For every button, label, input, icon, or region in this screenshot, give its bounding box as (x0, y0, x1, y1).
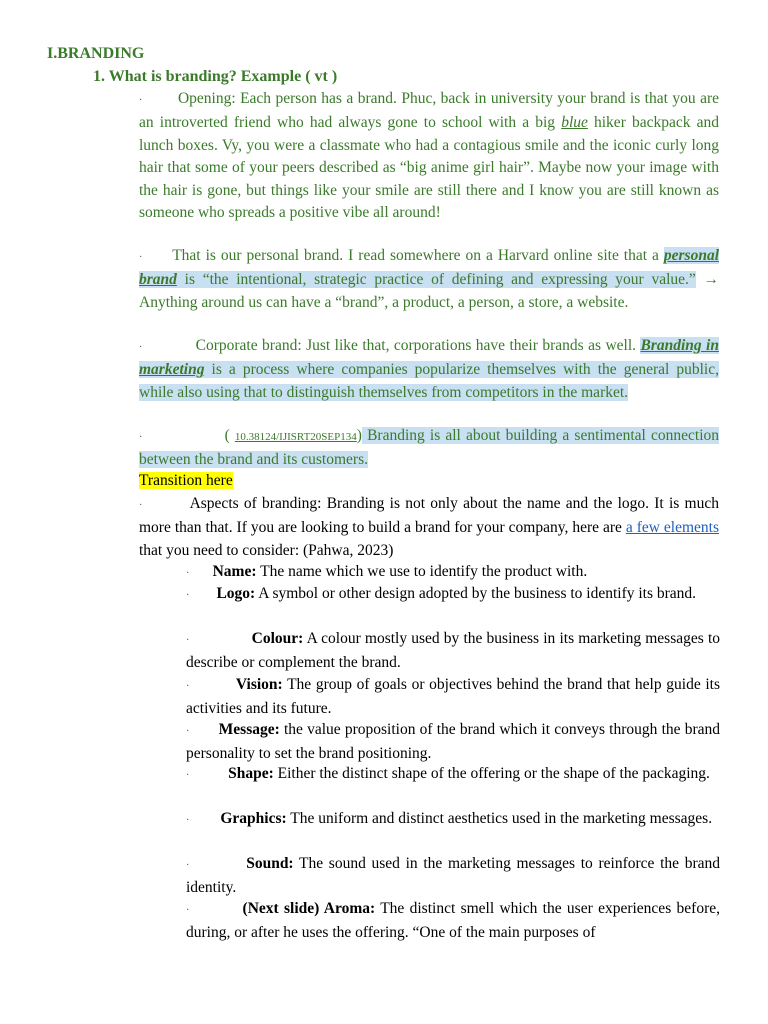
element-aroma: · (Next slide) Aroma: The distinct smell which the user experiences before, during, or after he uses the offering. “One of the main purposes of (186, 900, 720, 942)
element-logo: · Logo: A symbol or other design adopted by the business to identify its brand. (186, 585, 697, 602)
bullet-dot: · (139, 432, 143, 443)
transition-note: Transition here (139, 472, 233, 489)
bullet-dot: · (139, 95, 143, 106)
few-elements-link[interactable]: a few elements (625, 519, 719, 537)
aspects-paragraph: · Aspects of branding: Branding is not only about the name and the logo. It is much more than that. If you are looking to build a brand for your company, here are a few elements that you need to consider: (Pahwa, 2023) (139, 495, 719, 559)
opening-paragraph: · Opening: Each person has a brand. Phuc, back in university your brand is that you are an introverted friend who had always gone to school with a big blue hiker backpack and lunch boxes. Vy, you were a classmate who had a contagious smile and the iconic curly long hair that some of your peers described as “big anime girl hair”. Maybe now your image with the hair is gone, but things like your smile are still there and I know you are still known as someone who spreads a positive vibe all around! (139, 90, 720, 222)
element-colour: · Colour: A colour mostly used by the business in its marketing messages to describe or complement the brand. (186, 630, 720, 672)
blue-word: blue (561, 114, 588, 132)
personal-brand-paragraph: · That is our personal brand. I read somewhere on a Harvard online site that a personal brand is “the intentional, strategic practice of defining and expressing your value.” → Anything around us can have a “brand”, a product, a person, a store, a website. (139, 247, 719, 311)
element-vision: · Vision: The group of goals or objectives behind the brand that help guide its activities and its future. (186, 676, 721, 718)
personal-brand-term: personal brand (139, 247, 719, 289)
element-shape: · Shape: Either the distinct shape of the offering or the shape of the packaging. (186, 765, 710, 782)
subsection-heading: 1. What is branding? Example ( vt ) (93, 68, 338, 85)
element-message: · Message: the value proposition of the brand which it conveys through the brand personality to set the brand positioning. (186, 721, 721, 763)
doi-link[interactable]: 10.38124/IJISRT20SEP134 (234, 431, 357, 443)
branding-in-marketing-term: Branding in marketing (139, 337, 719, 379)
bullet-dot: · (139, 500, 143, 511)
branding-definition: is a process where companies popularize themselves with the general public, while also using that to distinguish themselves from competitors in the market. (139, 361, 719, 401)
personal-brand-definition: is “the intentional, strategic practice of defining and expressing your value.” (176, 271, 696, 289)
bullet-dot: · (139, 252, 143, 263)
bullet-dot: · (139, 342, 143, 353)
element-graphics: · Graphics: The uniform and distinct aesthetics used in the marketing messages. (186, 810, 713, 827)
section-heading: I.BRANDING (47, 45, 145, 62)
element-name: · Name: The name which we use to identify the product with. (186, 563, 588, 580)
element-sound: · Sound: The sound used in the marketing messages to reinforce the brand identity. (186, 855, 720, 897)
sentimental-connection-text: Branding is all about building a sentimental connection between the brand and its customers. (139, 427, 719, 469)
corporate-brand-paragraph: · Corporate brand: Just like that, corporations have their brands as well. Branding in marketing is a process where companies popularize themselves with the general public, while also using that to distinguish themselves from competitors in the market. (139, 337, 719, 401)
citation-paragraph: · ( 10.38124/IJISRT20SEP134) Branding is all about building a sentimental connection between the brand and its customers. (139, 427, 719, 469)
